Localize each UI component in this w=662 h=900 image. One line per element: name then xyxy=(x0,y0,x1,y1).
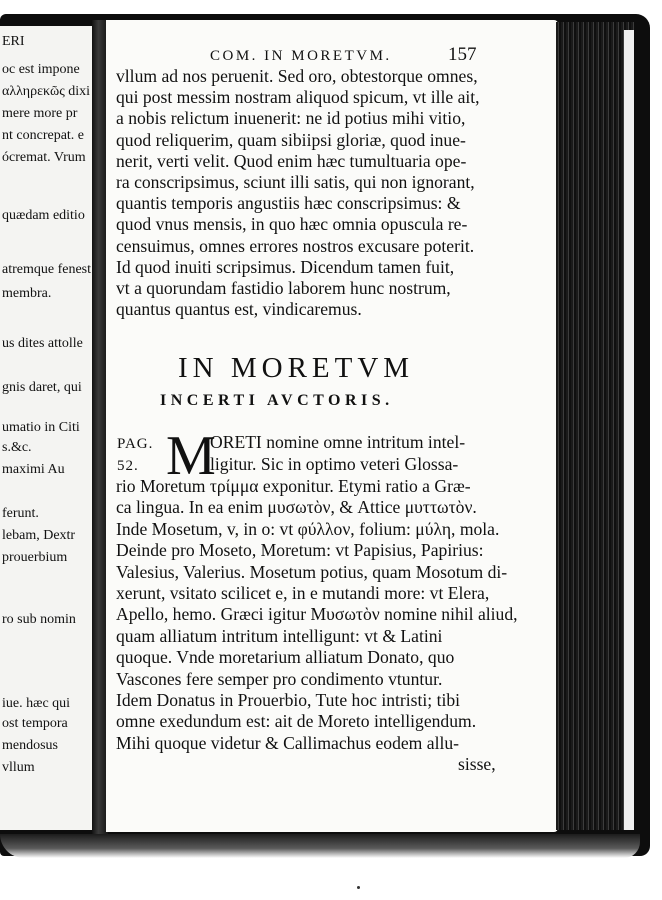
drop-cap: M xyxy=(166,425,216,487)
commentary-line: Deinde pro Moseto, Moretum: vt Papisius, Papirius: xyxy=(116,540,484,561)
left-page-line: gnis daret, qui xyxy=(2,380,82,395)
left-page-line: s.&c. xyxy=(2,440,32,455)
commentary-line: rio Moretum τρίμμα exponitur. Etymi ratio a Græ- xyxy=(116,476,471,496)
commentary-line: ligitur. Sic in optimo veteri Glossa- xyxy=(210,454,459,474)
page-number: 157 xyxy=(448,44,477,65)
commentary-line: Apello, hemo. Græci igitur Μυσωτὸν nomine nihil aliud, xyxy=(116,604,518,625)
commentary-line: Valesius, Valerius. Mosetum potius, quam Mosotum di- xyxy=(116,561,508,582)
left-page-line: ro sub nomin xyxy=(2,612,76,627)
commentary-line: Inde Mosetum, v, in o: vt φύλλον, folium: μύλη, mola. xyxy=(116,518,500,539)
left-page-line: mere more pr xyxy=(2,106,78,121)
commentary-line: ca lingua. In ea enim μυσωτὸν, & Attice μυττωτὸν. xyxy=(116,497,477,518)
preface-line: censuimus, omnes errores nostros excusare poterit. xyxy=(116,235,475,256)
preface-line: ra conscripsimus, sciunt illi satis, qui non ignorant, xyxy=(116,172,475,192)
commentary-line: xerunt, vsitato scilicet e, in e mutandi more: vt Elera, xyxy=(116,583,490,603)
running-head: COM. IN MORETVM. xyxy=(210,48,392,64)
preface-line: quantis temporis angustiis hæc conscripsimus: & xyxy=(116,193,461,214)
left-page-line: maximi Au xyxy=(2,462,65,477)
preface-line: quod reliquerim, quam sibiipsi gloriæ, quod inue- xyxy=(116,129,466,150)
left-page-line: atremque fenest xyxy=(2,262,92,277)
commentary-line: Idem Donatus in Prouerbio, Tute hoc intristi; tibi xyxy=(116,690,461,710)
left-page-line: membra. xyxy=(2,286,52,301)
left-page-line: umatio in Citi xyxy=(2,420,80,435)
left-page-line: nt concrepat. e xyxy=(2,128,85,143)
left-page-line: iue. hæc qui xyxy=(2,696,71,711)
commentary-line: Mihi quoque videtur & Callimachus eodem allu- xyxy=(116,732,460,753)
left-page xyxy=(0,26,95,830)
left-page-line: αλληρεκῶς dixi xyxy=(2,84,91,99)
preface-line: nerit, verti velit. Quod enim hæc tumultuaria ope- xyxy=(116,150,467,171)
left-page-line: us dites attolle xyxy=(2,336,83,351)
speck xyxy=(357,886,360,889)
marginal-page-number: 52. xyxy=(117,458,139,474)
marginal-page-ref: PAG. xyxy=(117,436,154,452)
commentary-line: omne exedundum est: ait de Moreto intelligendum. xyxy=(116,711,477,732)
left-page-line: ERI xyxy=(2,34,25,49)
preface-line: quod vnus mensis, in quo hæc omnia opuscula re- xyxy=(116,214,468,235)
section-subtitle: INCERTI AVCTORIS. xyxy=(160,392,394,409)
book-bottom-shadow xyxy=(0,834,640,858)
preface-line: quantus quantus est, vindicaremus. xyxy=(116,299,362,320)
page-edges xyxy=(556,22,634,830)
page-edge-highlight xyxy=(624,30,634,830)
commentary-line: quoque. Vnde moretarium alliatum Donato, quo xyxy=(116,647,455,668)
left-page-line: vllum xyxy=(2,760,35,775)
commentary-line: sisse, xyxy=(458,754,496,775)
section-title: IN MORETVM xyxy=(178,352,415,384)
commentary-line: quam alliatum intritum intelligunt: vt & Latini xyxy=(116,625,443,646)
commentary-line: ORETI nomine omne intritum intel- xyxy=(210,432,466,452)
left-page-line: ferunt. xyxy=(2,506,39,521)
left-page-line: lebam, Dextr xyxy=(2,528,76,543)
left-page-line: mendosus xyxy=(2,738,58,753)
preface-line: vt a quorundam fastidio laborem hunc nostrum, xyxy=(116,278,451,298)
left-page-line: quædam editio xyxy=(2,208,85,223)
preface-line: vllum ad nos peruenit. Sed oro, obtestorque omnes, xyxy=(116,66,478,86)
left-page-line: ost tempora xyxy=(2,716,68,731)
commentary-line: Vascones fere semper pro condimento vtuntur. xyxy=(116,668,443,689)
preface-line: Id quod inuiti scripsimus. Dicendum tamen fuit, xyxy=(116,256,455,277)
left-page-line: prouerbium xyxy=(2,550,68,565)
left-page-line: oc est impone xyxy=(2,62,80,77)
preface-line: qui post messim nostram aliquod spicum, vt ille ait, xyxy=(116,87,480,108)
left-page-line: ócremat. Vrum xyxy=(2,150,86,165)
preface-line: a nobis relictum inuenerit: ne id potius mihi vitio, xyxy=(116,108,466,129)
